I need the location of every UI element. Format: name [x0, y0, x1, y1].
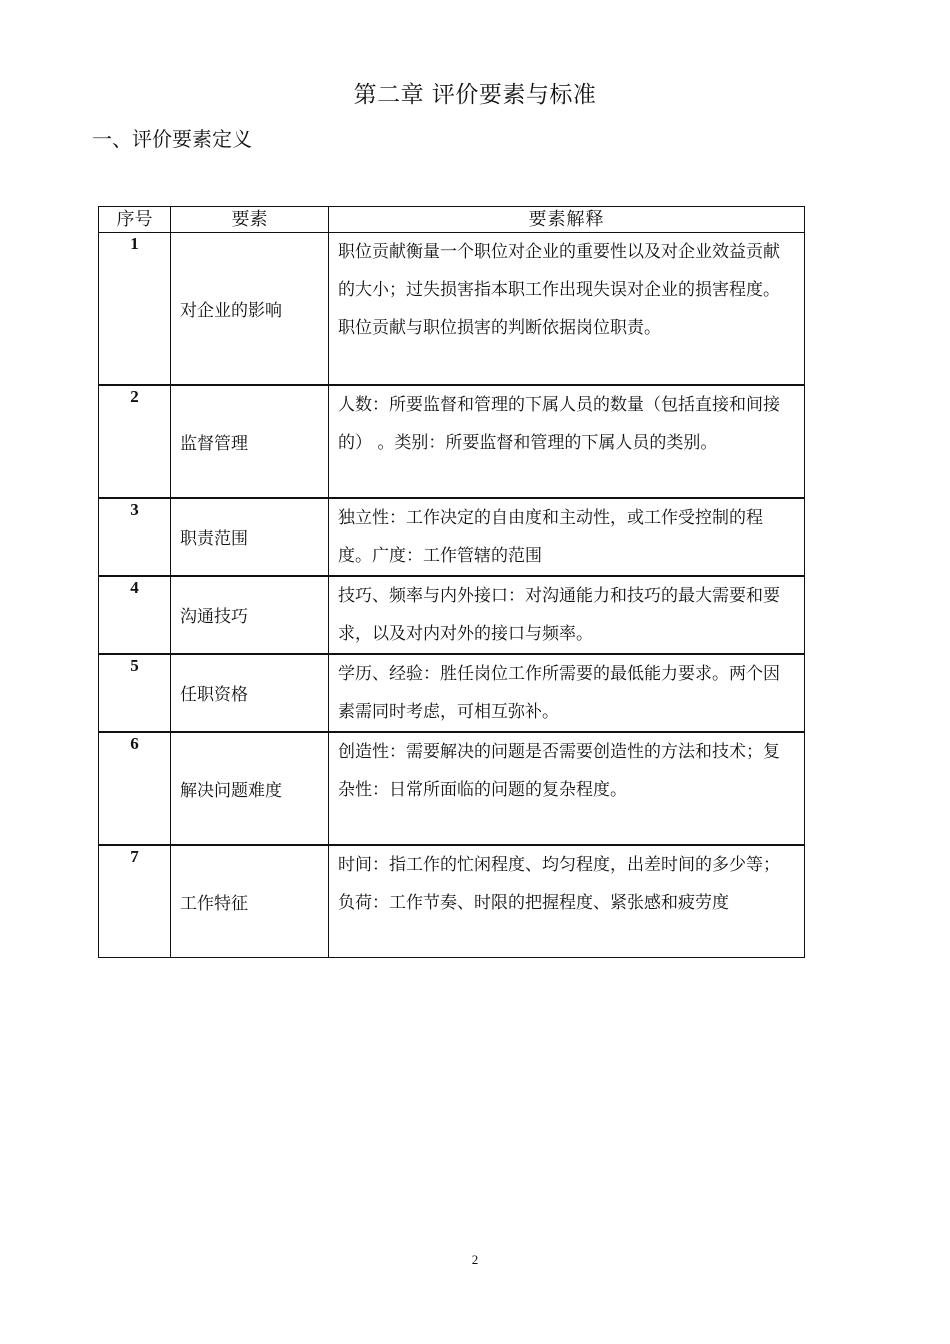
row-number: 6 — [99, 732, 171, 845]
table-row — [99, 654, 805, 732]
row-explanation: 人数：所要监督和管理的下属人员的数量（包括直接和间接的） 。类别：所要监督和管理的下属人员的类别。 — [329, 385, 805, 498]
table-row — [99, 233, 805, 385]
section-heading: 一、评价要素定义 — [92, 127, 252, 151]
page-title: 第二章 评价要素与标准 — [353, 82, 597, 108]
page-number: 2 — [471, 1252, 479, 1267]
row-explanation: 技巧、频率与内外接口：对沟通能力和技巧的最大需要和要求，以及对内对外的接口与频率。 — [329, 576, 805, 654]
table-row — [99, 732, 805, 845]
table-row — [99, 498, 805, 576]
row-number: 1 — [99, 233, 171, 385]
row-element: 沟通技巧 — [171, 576, 329, 654]
row-element: 工作特征 — [171, 845, 329, 958]
row-explanation: 职位贡献衡量一个职位对企业的重要性以及对企业效益贡献的大小；过失损害指本职工作出现失误对企业的损害程度。职位贡献与职位损害的判断依据岗位职责。 — [329, 233, 805, 385]
row-explanation: 独立性：工作决定的自由度和主动性，或工作受控制的程度。广度：工作管辖的范围 — [329, 498, 805, 576]
row-number: 5 — [99, 654, 171, 732]
evaluation-elements-table — [98, 206, 805, 958]
row-element: 解决问题难度 — [171, 732, 329, 845]
row-explanation: 学历、经验：胜任岗位工作所需要的最低能力要求。两个因素需同时考虑，可相互弥补。 — [329, 654, 805, 732]
row-explanation: 创造性：需要解决的问题是否需要创造性的方法和技术；复杂性：日常所面临的问题的复杂程度。 — [329, 732, 805, 845]
header-index: 序号 — [99, 207, 171, 233]
row-explanation: 时间：指工作的忙闲程度、均匀程度，出差时间的多少等；负荷：工作节奏、时限的把握程度、紧张感和疲劳度 — [329, 845, 805, 958]
header-explanation: 要素解释 — [329, 207, 805, 233]
row-number: 4 — [99, 576, 171, 654]
table-row — [99, 845, 805, 958]
row-element: 职责范围 — [171, 498, 329, 576]
row-number: 7 — [99, 845, 171, 958]
row-element: 对企业的影响 — [171, 233, 329, 385]
table-header-row — [99, 207, 805, 233]
row-number: 3 — [99, 498, 171, 576]
row-number: 2 — [99, 385, 171, 498]
row-element: 监督管理 — [171, 385, 329, 498]
header-element: 要素 — [171, 207, 329, 233]
row-element: 任职资格 — [171, 654, 329, 732]
table-row — [99, 385, 805, 498]
table-row — [99, 576, 805, 654]
